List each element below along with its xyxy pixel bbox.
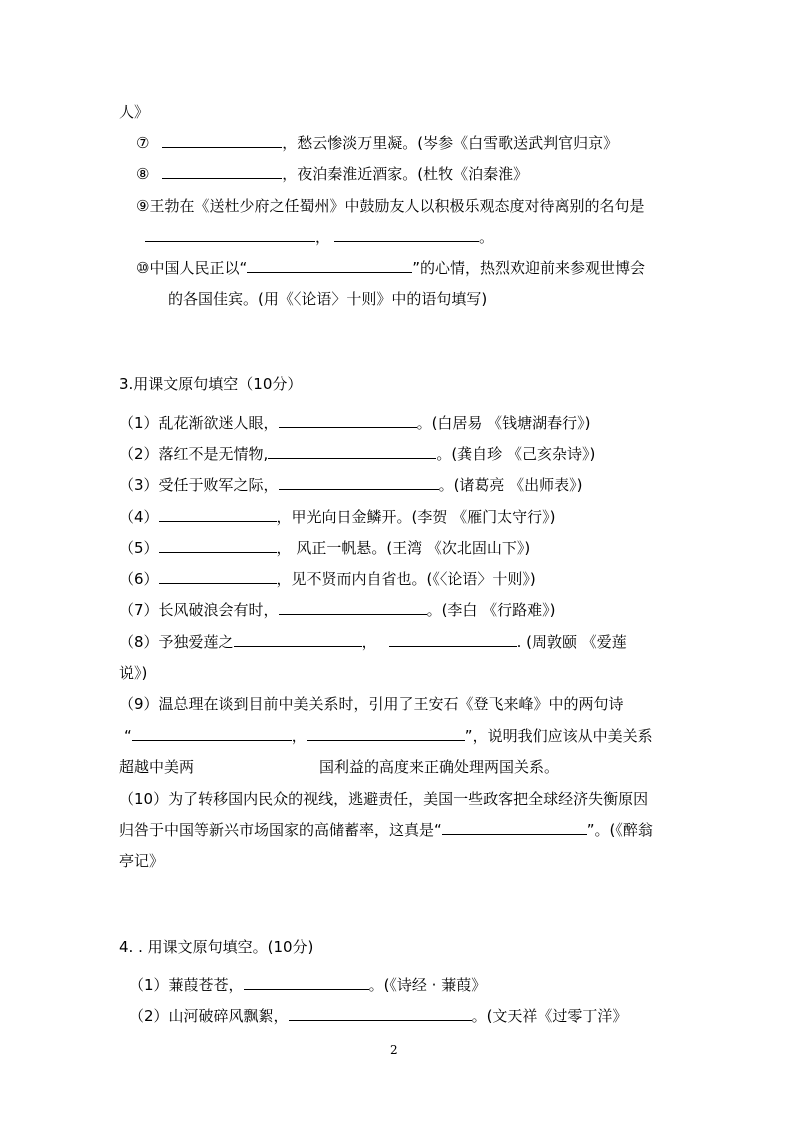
item-source: 。(龚自珍 《己亥杂诗》) — [436, 445, 596, 463]
answer-blank[interactable] — [279, 600, 427, 615]
item-text: 长风破浪会有时， — [158, 601, 279, 619]
item-number: ⑦ — [136, 134, 150, 152]
answer-blank[interactable] — [247, 258, 412, 273]
item-number: （6） — [119, 570, 159, 588]
s3-item-10-line3: 亭记》 — [119, 852, 165, 870]
answer-blank[interactable] — [268, 444, 436, 459]
s3-item-2 — [119, 444, 595, 464]
section-3-heading: 3.用课文原句填空（10分） — [119, 375, 303, 393]
item-source: ，见不贤而内自省也。(《〈论语〉十则》) — [276, 570, 536, 588]
item-text: 落红不是无情物, — [158, 445, 269, 463]
s3-item-6 — [119, 569, 536, 589]
item-number: ⑩ — [136, 259, 150, 277]
item-text: 国利益的高度来正确处理两国关系。 — [319, 758, 560, 776]
s3-item-1 — [119, 413, 591, 433]
item-number: （4） — [119, 508, 159, 526]
answer-blank[interactable] — [162, 164, 282, 179]
answer-blank[interactable] — [234, 632, 362, 647]
answer-blank[interactable] — [132, 726, 292, 741]
item-number: （1） — [119, 414, 159, 432]
item-source: 。(文天祥《过零丁洋》 — [471, 1007, 628, 1025]
item-text: ，愁云惨淡万里凝。(岑参《白雪歌送武判官归京》 — [282, 134, 619, 152]
item-source: 。(白居易 《钱塘湖春行》) — [416, 414, 591, 432]
answer-blank[interactable] — [244, 975, 369, 990]
item-number: （3） — [119, 476, 159, 494]
item-text: 温总理在谈到目前中美关系时，引用了王安石《登飞来峰》中的两句诗 — [158, 695, 624, 713]
item-text: 蒹葭苍苍， — [168, 976, 244, 994]
item-text: 受任于败军之际， — [158, 476, 279, 494]
item-text: 为了转移国内民众的视线，逃避责任，美国一些政客把全球经济失衡原因 — [168, 790, 649, 808]
answer-blank[interactable] — [442, 820, 587, 835]
s4-item-2 — [129, 1006, 627, 1026]
item-text: 乱花渐欲迷人眼， — [158, 414, 279, 432]
item-source: 。(李白 《行路难》) — [426, 601, 556, 619]
item-8 — [136, 164, 528, 184]
item-text: 予独爱莲之 — [158, 633, 234, 651]
item-10-line2: 的各国佳宾。(用《〈论语〉十则》中的语句填写) — [168, 290, 488, 308]
item-text: ，夜泊秦淮近酒家。(杜牧《泊秦淮》 — [282, 165, 529, 183]
s4-item-1 — [129, 975, 486, 995]
item-number: （7） — [119, 601, 159, 619]
item-number: （10） — [119, 790, 169, 808]
item-number: （8） — [119, 633, 159, 651]
item-text: 中国人民正以“ — [149, 259, 248, 277]
item-source: ， 风正一帆悬。(王湾 《次北固山下》) — [276, 539, 531, 557]
answer-blank[interactable] — [145, 227, 315, 242]
item-number: （2） — [129, 1007, 169, 1025]
s3-item-10-line2 — [119, 820, 653, 840]
item-source: 。(诸葛亮 《出师表》) — [438, 476, 583, 494]
section-4-heading: 4. . 用课文原句填空。(10分) — [119, 938, 314, 956]
s3-item-8-line2: 说》) — [119, 664, 148, 682]
answer-blank[interactable] — [279, 413, 417, 428]
answer-blank[interactable] — [289, 1006, 472, 1021]
separator: ， — [291, 727, 307, 745]
answer-blank[interactable] — [159, 538, 277, 553]
end-mark: 。 — [479, 228, 495, 246]
item-text: 超越中美两 — [119, 758, 195, 776]
item-text: 王勃在《送杜少府之任蜀州》中鼓励友人以积极乐观态度对待离别的名句是 — [149, 197, 645, 215]
item-7 — [136, 133, 618, 153]
answer-blank[interactable] — [307, 726, 465, 741]
item-number: （5） — [119, 539, 159, 557]
s3-item-7 — [119, 600, 556, 620]
item-number: ⑧ — [136, 165, 150, 183]
item-text: 归咎于中国等新兴市场国家的高储蓄率，这真是“ — [119, 821, 442, 839]
answer-blank[interactable] — [334, 227, 479, 242]
item-text: 山河破碎风飘絮， — [168, 1007, 289, 1025]
separator: ， — [315, 228, 331, 246]
answer-blank[interactable] — [162, 133, 282, 148]
s3-item-9-line3 — [119, 757, 559, 777]
prev-item-tail: 人》 — [119, 103, 150, 121]
s3-item-10 — [119, 789, 648, 809]
answer-blank[interactable] — [159, 507, 277, 522]
item-number: （1） — [129, 976, 169, 994]
item-text: ”的心情，热烈欢迎前来参观世博会 — [412, 259, 646, 277]
item-source: ”。(《醉翁 — [586, 821, 653, 839]
separator: ， — [361, 633, 377, 651]
item-number: （2） — [119, 445, 159, 463]
s3-item-8 — [119, 632, 627, 652]
s3-item-3 — [119, 475, 583, 495]
item-text: ”，说明我们应该从中美关系 — [464, 727, 653, 745]
quote-open: “ — [124, 727, 132, 745]
item-number: ⑨ — [136, 197, 150, 215]
page-number: 2 — [390, 1043, 398, 1057]
item-10 — [136, 258, 645, 278]
answer-blank[interactable] — [159, 569, 277, 584]
s3-item-4 — [119, 507, 556, 527]
item-9-answers — [145, 227, 494, 247]
item-9 — [136, 196, 644, 216]
item-source: ，甲光向日金鳞开。(李贺 《雁门太守行》) — [276, 508, 556, 526]
s3-item-5 — [119, 538, 530, 558]
item-number: （9） — [119, 695, 159, 713]
item-source: 。(《诗经 · 蒹葭》 — [368, 976, 487, 994]
item-source: . (周敦颐 《爱莲 — [516, 633, 627, 651]
answer-blank[interactable] — [279, 475, 439, 490]
answer-blank[interactable] — [389, 632, 517, 647]
s3-item-9 — [119, 694, 624, 714]
s3-item-9-answers — [124, 726, 653, 746]
